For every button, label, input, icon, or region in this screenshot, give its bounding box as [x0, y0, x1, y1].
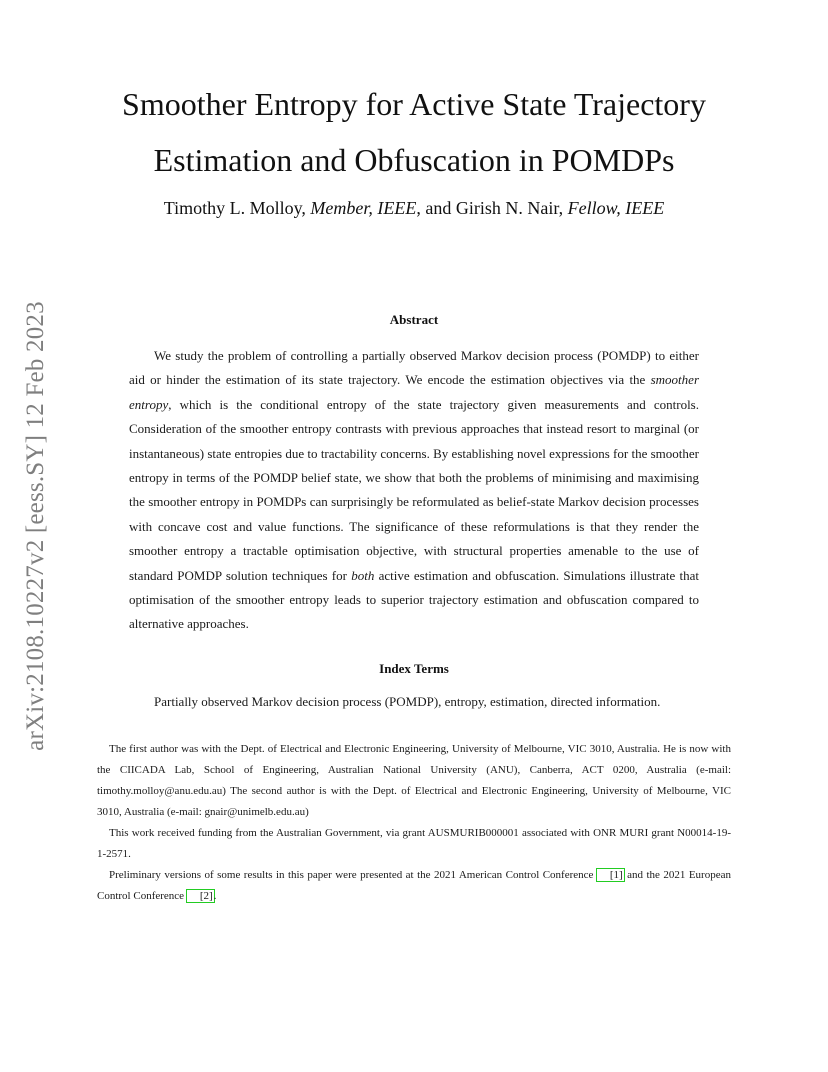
author-1-role: Member, IEEE — [310, 198, 417, 218]
footnote-affiliation: The first author was with the Dept. of Electrical and Electronic Engineering, University of Melbourne, VIC 3010, Australia. He is now with the CIICADA Lab, School of Engineering, Australian National University (ANU), Canberra, ACT 0200, Australia (e-mail: timothy.molloy@anu.edu.au) The second author is with the Dept. of Electrical and Electronic Engineering, University of Melbourne, VIC 3010, Australia (e-mail: gnair@unimelb.edu.au) — [97, 743, 731, 818]
abstract-heading: Abstract — [389, 312, 439, 327]
index-terms-text: Partially observed Markov decision process (POMDP), entropy, estimation, directed information. — [154, 694, 661, 709]
footnote-funding: This work received funding from the Australian Government, via grant AUSMURIB000001 associated with ONR MURI grant N00014-19-1-2571. — [97, 827, 731, 860]
abstract-emphasis-smoother-entropy: smoother entropy — [129, 372, 699, 412]
footnote-prelim-text-1: Preliminary versions of some results in this paper were presented at the 2021 American Control Conference — [109, 869, 597, 881]
abstract-body — [129, 344, 699, 637]
author-line — [60, 198, 768, 219]
citation-link-2[interactable]: [2] — [187, 890, 214, 902]
citation-link-1[interactable]: [1] — [597, 869, 624, 881]
abstract-text-2: , which is the conditional entropy of the state trajectory given measurements and controls. Consideration of the smoother entropy contrasts with previous approaches that instead resort to marginal (or instantaneous) state entropies due to tractability concerns. By establishing novel expressions for the smoother entropy in terms of the POMDP belief state, we show that both the problems of minimising and maximising the smoother entropy in POMDPs can surprisingly be reformulated as belief-state Markov decision processes with concave cost and value functions. The significance of these reformulations is that they render the smoother entropy a tractable optimisation objective, with structural properties amenable to the use of standard POMDP solution techniques for — [129, 396, 699, 583]
arxiv-identifier: arXiv:2108.10227v2 [eess.SY] 12 Feb 2023 — [22, 301, 49, 751]
author-2-role: Fellow, IEEE — [567, 198, 665, 218]
abstract-text-1: We study the problem of controlling a partially observed Markov decision process (POMDP) to either aid or hinder the estimation of its state trajectory. We encode the estimation objectives via the — [129, 348, 699, 388]
abstract-emphasis-both: both — [351, 567, 375, 583]
index-terms-heading: Index Terms — [379, 661, 449, 676]
abstract-text-3: active estimation and obfuscation. Simulations illustrate that optimisation of the smoother entropy leads to superior trajectory estimation and obfuscation compared to alternative approaches. — [129, 567, 700, 632]
footnote-preliminary — [97, 865, 731, 907]
footnote-prelim-text-2: and the 2021 European Control Conference — [97, 869, 731, 902]
author-connector: , and Girish N. Nair, — [416, 198, 564, 218]
footnote-prelim-text-3: . — [213, 890, 217, 902]
paper-title — [60, 76, 768, 188]
title-line-1: Smoother Entropy for Active State Trajectory — [122, 86, 706, 122]
title-line-2: Estimation and Obfuscation in POMDPs — [153, 142, 675, 178]
author-1-name: Timothy L. Molloy, — [163, 198, 306, 218]
footnotes — [97, 739, 731, 907]
